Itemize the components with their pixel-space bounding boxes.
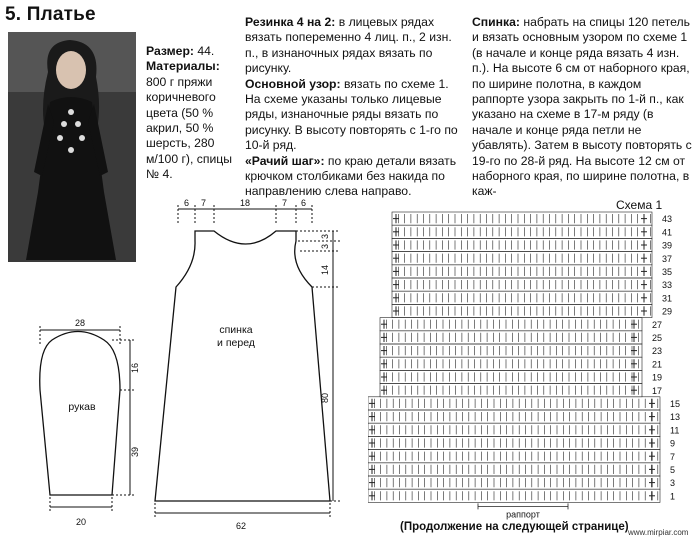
size-value: 44.	[197, 44, 215, 58]
chart-row-number: 27	[652, 319, 663, 330]
pattern-diagram	[0, 195, 365, 535]
rib-label: Резинка 4 на 2:	[245, 15, 336, 29]
rib-text: в лицевых рядах вязать попеременно 4 лиц. п., 2 изн. п., в изнаночных рядах вязать по рисунку.	[245, 15, 452, 76]
dim-16: 16	[130, 362, 140, 373]
dim-80: 80	[320, 392, 330, 403]
dim-6b: 6	[301, 198, 307, 208]
chart-row-number: 21	[652, 359, 663, 370]
dim-3a: 3	[320, 233, 330, 239]
chart-row-number: 13	[670, 412, 681, 423]
chart-row-number: 7	[670, 451, 676, 462]
size-label: Размер:	[146, 44, 194, 58]
instructions-column-2	[245, 15, 467, 200]
chart-row-number: 3	[670, 478, 676, 489]
chart-row-number: 31	[662, 293, 673, 304]
back-text: набрать на спицы 120 петель и вязать основным узором по схеме 1 (в начале и конце ряда вязать 4 изн. п.). На высоте 6 см от наборного края, по ширине полотна, в каждом раппорте узора закрыть по 1-й п., как указано на схеме в 17-м ряду (в начале и конце ряда петли не убавлять). Затем в высоту повторять с 19-го по 28-й ряд. На высоте 12 см от наборного края, по ширине полотна, в каж-	[472, 15, 692, 199]
dress-label-back: спинка	[219, 324, 253, 336]
chart-row-number: 29	[662, 306, 673, 317]
size-materials-block	[146, 44, 242, 183]
dim-20: 20	[76, 517, 87, 527]
materials-text: 800 г пряжи коричневого цвета (50 % акрил, 50 % шерсть, 280 м/100 г), спицы № 4.	[146, 74, 233, 182]
dress-label-front: и перед	[217, 337, 255, 349]
materials-label: Материалы:	[146, 59, 220, 74]
chart-row-number: 11	[670, 425, 680, 436]
chart-row-number: 43	[662, 214, 673, 225]
page-title: 5. Платье	[5, 4, 96, 25]
dim-18: 18	[240, 198, 251, 208]
dim-39: 39	[130, 446, 140, 457]
dim-28: 28	[75, 318, 86, 328]
chart-row-number: 37	[662, 253, 673, 264]
knitting-chart	[368, 210, 695, 522]
chart-row-number: 39	[662, 240, 673, 251]
chart-row-number: 17	[652, 385, 663, 396]
dim-3b: 3	[320, 243, 330, 249]
main-pattern-text: вязать по схеме 1. На схеме указаны только лицевые ряды, изнаночные ряды вязать по рисунку. В высоту повторять с 1-го по 10-й ряд.	[245, 76, 458, 153]
scheme-title: Схема 1	[616, 198, 663, 212]
dim-62: 62	[236, 521, 247, 531]
dim-7a: 7	[201, 198, 207, 208]
sleeve-label: рукав	[68, 401, 96, 413]
repeat-label: раппорт	[506, 509, 540, 520]
site-watermark: www.mirpiar.com	[628, 528, 689, 537]
chart-row-number: 9	[670, 438, 676, 449]
dim-14: 14	[320, 264, 330, 275]
main-pattern-label: Основной узор:	[245, 76, 341, 91]
chart-row-number: 25	[652, 333, 663, 343]
crab-stitch-label: «Рачий шаг»:	[245, 153, 325, 168]
chart-row-number: 23	[652, 346, 663, 357]
chart-row-number: 35	[662, 267, 673, 277]
instructions-column-3	[472, 15, 692, 200]
chart-row-number: 15	[670, 399, 681, 409]
chart-row-number: 5	[670, 465, 676, 475]
continuation-note: (Продолжение на следующей странице)	[400, 521, 629, 533]
chart-row-number: 41	[662, 227, 673, 238]
back-label: Спинка:	[472, 15, 520, 29]
crab-stitch-text: по краю детали вязать крючком столбиками без накида по направлению слева направо.	[245, 153, 457, 199]
chart-row-number: 1	[670, 491, 676, 502]
chart-row-number: 19	[652, 372, 663, 383]
dim-7b: 7	[282, 198, 288, 208]
dim-6a: 6	[184, 198, 190, 208]
chart-row-number: 33	[662, 280, 673, 291]
